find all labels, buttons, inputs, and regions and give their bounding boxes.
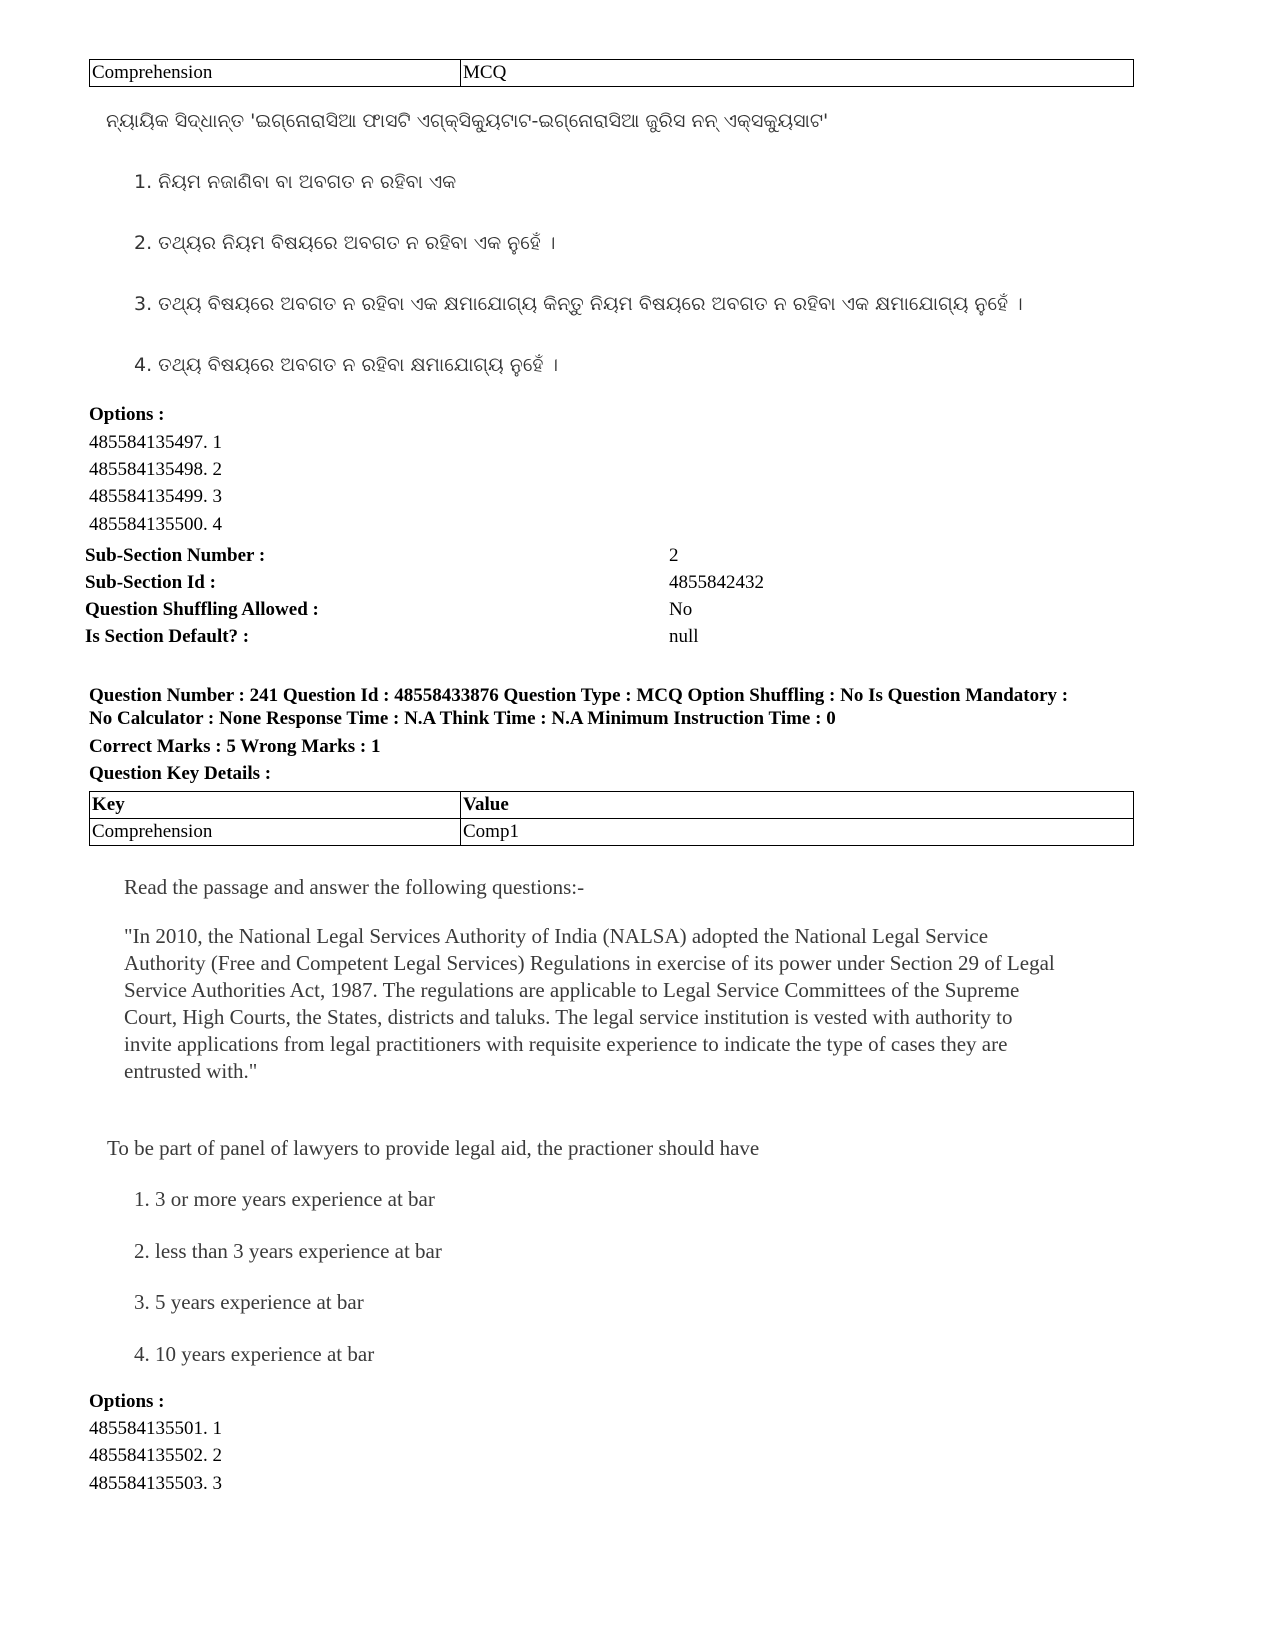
comprehension-type-table [89, 59, 1134, 87]
question-item-1: 1. 3 or more years experience at bar [134, 1187, 435, 1211]
table-cell-key: Comprehension [90, 60, 461, 87]
question-text: To be part of panel of lawyers to provide legal aid, the practioner should have [107, 1136, 760, 1160]
passage-line: "In 2010, the National Legal Services Authority of India (NALSA) adopted the National Legal Service [124, 924, 989, 948]
option-1: 485584135501. 1 [89, 1418, 222, 1439]
table-header-value: Value [461, 792, 1134, 819]
question-shuffling-value: No [669, 599, 693, 620]
question-key-table [89, 791, 1134, 846]
question-item-3: 3. ତଥ୍ୟ ବିଷୟରେ ଅବଗତ ନ ରହିବା ଏକ କ୍ଷମାଯୋଗ୍ୟ କିନ୍ତୁ ନିୟମ ବିଷୟରେ ଅବଗତ ନ ରହିବା ଏକ କ୍ଷମାଯୋଗ୍ୟ ନୁହେଁ । [134, 293, 1023, 315]
option-1: 485584135497. 1 [89, 432, 222, 453]
passage-line: entrusted with." [124, 1059, 258, 1083]
passage-line: Authority (Free and Competent Legal Services) Regulations in exercise of its power under Section 29 of Legal [124, 951, 1055, 975]
question-shuffling-label: Question Shuffling Allowed : [85, 599, 319, 620]
question-header-line-1: Question Number : 241 Question Id : 48558433876 Question Type : MCQ Option Shuffling : No Is Question Mandatory : [89, 685, 1069, 706]
subsection-number-label: Sub-Section Number : [85, 545, 266, 566]
table-row [90, 819, 1134, 846]
section-default-value: null [669, 626, 699, 647]
options-heading: Options : [89, 1391, 165, 1412]
table-cell-key: Comprehension [90, 819, 461, 846]
option-2: 485584135502. 2 [89, 1445, 222, 1466]
option-3: 485584135503. 3 [89, 1473, 222, 1494]
subsection-id-label: Sub-Section Id : [85, 572, 216, 593]
subsection-id-value: 4855842432 [669, 572, 764, 593]
question-item-1: 1. ନିୟମ ନଜାଣିବା ବା ଅବଗତ ନ ରହିବା ଏକ [134, 171, 457, 193]
passage-line: invite applications from legal practitioners with requisite experience to indicate the type of cases they are [124, 1032, 1008, 1056]
table-cell-value: Comp1 [461, 819, 1134, 846]
question-item-3: 3. 5 years experience at bar [134, 1290, 364, 1314]
question-header-line-2: No Calculator : None Response Time : N.A Think Time : N.A Minimum Instruction Time : 0 [89, 708, 836, 729]
passage-line: Court, High Courts, the States, districts and taluks. The legal service institution is vested with authority to [124, 1005, 1013, 1029]
passage-text [124, 923, 1134, 1085]
question-item-2: 2. less than 3 years experience at bar [134, 1239, 442, 1263]
table-header-row [90, 792, 1134, 819]
options-heading: Options : [89, 404, 165, 425]
question-item-2: 2. ତଥ୍ୟର ନିୟମ ବିଷୟରେ ଅବଗତ ନ ରହିବା ଏକ ନୁହେଁ । [134, 232, 556, 254]
option-2: 485584135498. 2 [89, 459, 222, 480]
question-prompt: ନ୍ୟାୟିକ ସିଦ୍ଧାନ୍ତ 'ଇଗ୍‌ନୋରାସିଆ ଫାସଟି ଏଗ୍‌କ୍ସିକ୍ୟୁଟାଟ-ଇଗ୍‌ନୋରାସିଆ ଜୁରିସ ନନ୍ ଏକ୍ସକ୍ୟୁସାଟ' [106, 110, 829, 132]
option-3: 485584135499. 3 [89, 486, 222, 507]
passage-line: Service Authorities Act, 1987. The regulations are applicable to Legal Service Committees of the Supreme [124, 978, 1020, 1002]
section-default-label: Is Section Default? : [85, 626, 250, 647]
table-row [90, 60, 1134, 87]
table-cell-value: MCQ [461, 60, 1134, 87]
passage-instruction: Read the passage and answer the following questions:- [124, 875, 585, 899]
key-details-label: Question Key Details : [89, 763, 272, 784]
question-item-4: 4. 10 years experience at bar [134, 1342, 375, 1366]
option-4: 485584135500. 4 [89, 514, 222, 535]
table-header-key: Key [90, 792, 461, 819]
subsection-number-value: 2 [669, 545, 679, 566]
question-item-4: 4. ତଥ୍ୟ ବିଷୟରେ ଅବଗତ ନ ରହିବା କ୍ଷମାଯୋଗ୍ୟ ନୁହେଁ । [134, 354, 559, 376]
marks-line: Correct Marks : 5 Wrong Marks : 1 [89, 736, 381, 757]
